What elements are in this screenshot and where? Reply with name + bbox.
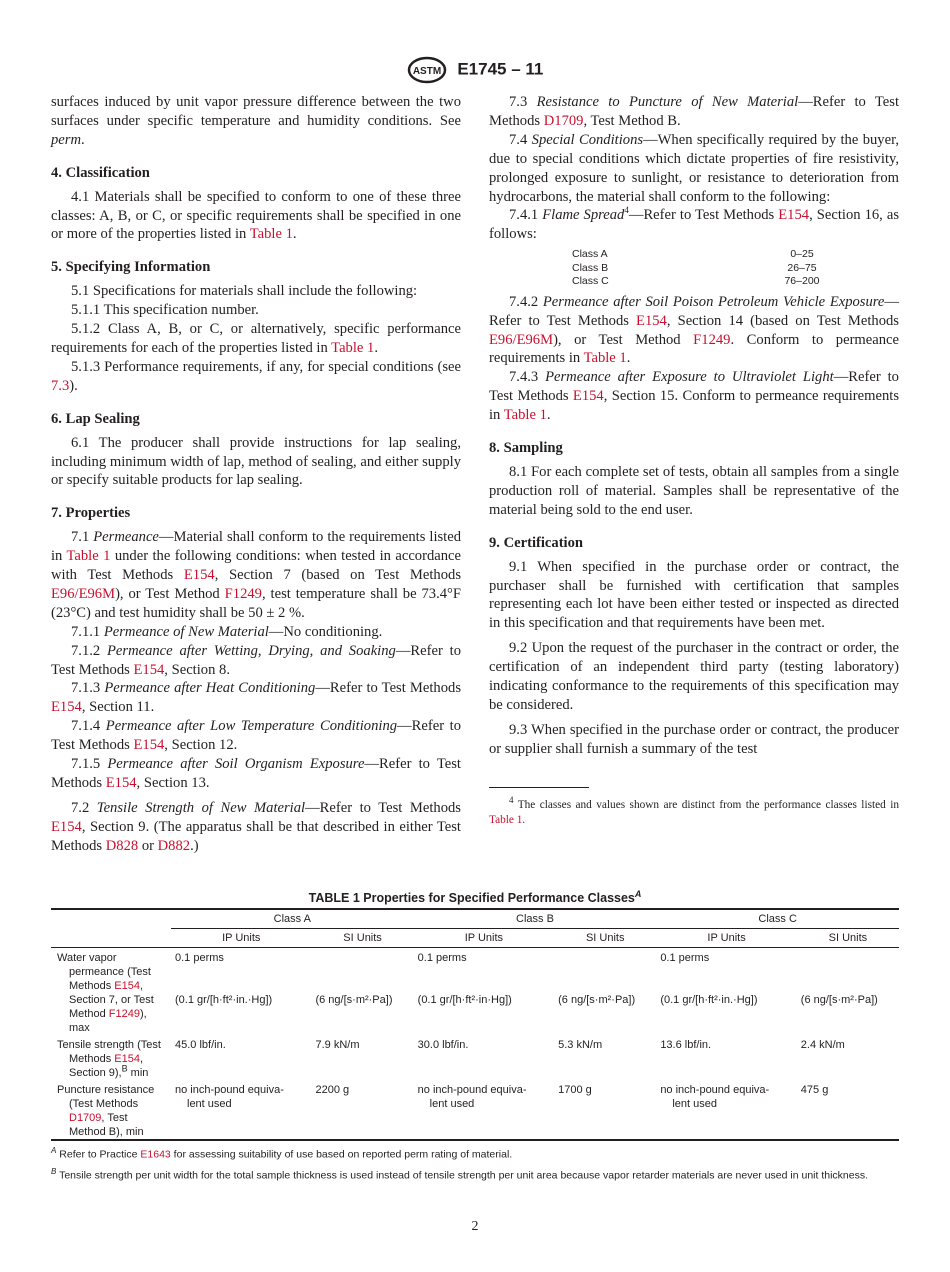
value-line (418, 965, 550, 979)
text-run: . (374, 339, 378, 356)
text-run: for assessing suitability of use based on reported perm rating of material. (170, 1148, 513, 1161)
text-run: , Section 8. (164, 661, 230, 678)
value-line: (0.1 gr/[h·ft²·in·Hg]) (417, 994, 512, 1006)
unit-header: SI Units (554, 929, 656, 948)
text-run: or (138, 837, 158, 854)
text-run: Puncture resistance (Test Methods (57, 1084, 155, 1110)
reference-link[interactable]: Table 1 (503, 407, 547, 424)
astm-logo-icon (407, 56, 447, 84)
flame-spread-row (572, 275, 822, 289)
reference-link[interactable]: E154 (114, 1053, 140, 1065)
text-run: Tensile strength per unit width for the total sample thickness is used instead of tensile strength per unit area because vapor retarder materials are never used in unit thickness. (59, 1169, 869, 1181)
value-cell (656, 1080, 796, 1140)
text-run: —Refer to Test Methods (51, 756, 461, 791)
text-run: , Section 15. Conform to permeance requirements in (489, 388, 900, 424)
paragraph (489, 463, 899, 520)
paragraph (51, 434, 461, 491)
value-line: no inch-pound equiva- (417, 1084, 527, 1096)
superscript: 4 (509, 794, 514, 805)
value-line: no inch-pound equiva- (660, 1084, 770, 1096)
italic-term: Permeance after Heat Conditioning (104, 680, 316, 697)
value-cell (414, 1080, 554, 1140)
reference-link[interactable]: F1249 (108, 1008, 140, 1020)
footnote (489, 794, 899, 828)
footnote-mark: B (51, 1166, 57, 1176)
text-run: Refer to Practice (59, 1148, 141, 1161)
value-cell (311, 948, 413, 1036)
italic-term: Permeance (93, 529, 159, 546)
paragraph (51, 282, 461, 301)
text-run: 5.1 Specifications for materials shall include the following: (71, 283, 418, 300)
unit-header: SI Units (797, 929, 899, 948)
reference-link[interactable]: D1709 (543, 112, 584, 129)
text-run: Tensile strength (Test Methods (57, 1039, 161, 1065)
paragraph (51, 93, 461, 150)
reference-link[interactable]: E154 (114, 980, 140, 992)
value-line: 45.0 lbf/in. (175, 1039, 226, 1051)
value-cell (797, 1035, 899, 1080)
class-b-header: Class B (414, 909, 657, 929)
text-run: —Refer to Test Methods (489, 369, 899, 405)
text-run: , Section 12. (164, 737, 238, 754)
superscript: 4 (624, 205, 629, 216)
reference-link[interactable]: E1643 (140, 1148, 171, 1161)
text-run: , Section 9), (69, 1053, 144, 1079)
flame-spread-row (572, 248, 822, 262)
text-run: , Section 14 (based on Test Methods (666, 312, 899, 329)
value-line (315, 965, 409, 979)
section-heading: 4. Classification (51, 164, 150, 181)
unit-header: IP Units (414, 929, 554, 948)
value-line: (6 ng/[s·m²·Pa]) (558, 994, 636, 1006)
property-cell (51, 1080, 171, 1140)
flame-spread-range: 0–25 (790, 248, 814, 261)
text-run: 8.1 For each complete set of tests, obtain all samples from a single production roll of material. Samples shall be representative of the material being sold to the end user. (489, 464, 899, 518)
text-run: 7.1 (71, 529, 94, 546)
paragraph (489, 131, 899, 207)
text-run: ), or Test Method (115, 585, 225, 602)
text-run: 5.1.3 Performance requirements, if any, for special conditions (see (71, 358, 461, 375)
text-run: —Refer to Test Methods (51, 718, 461, 754)
value-line (418, 979, 550, 993)
value-cell (311, 1080, 413, 1140)
value-line: lent used (672, 1098, 717, 1110)
value-cell (171, 948, 311, 1036)
value-line: 13.6 lbf/in. (660, 1039, 712, 1051)
paragraph (51, 358, 461, 396)
italic-term: Permeance after Wetting, Drying, and Soaking (107, 642, 396, 659)
text-run: —Refer to Test Methods (315, 680, 461, 697)
unit-header: IP Units (171, 929, 311, 948)
text-run: 9.2 Upon the request of the purchaser in the contract or order, the certification of an independent third party (testing laboratory) indicating conformance to the requirements of this specification may be considered. (489, 640, 899, 713)
text-run: —Material shall conform to the requirements listed in (51, 529, 462, 565)
reference-link[interactable]: D882 (157, 837, 191, 854)
italic-term: Permeance after Low Temperature Conditioning (105, 718, 398, 735)
section-heading: 6. Lap Sealing (51, 410, 140, 427)
value-line: 0.1 perms (417, 952, 467, 964)
text-run: min (127, 1067, 149, 1079)
value-cell (797, 1080, 899, 1140)
value-line (315, 951, 409, 965)
reference-link[interactable]: E154 (572, 388, 604, 405)
reference-link[interactable]: F1249 (693, 331, 731, 348)
text-run: .) (190, 837, 199, 854)
text-run: 7.4.3 (509, 369, 546, 386)
text-run: under the following conditions: when tested in accordance with Test Methods (51, 548, 461, 584)
flame-spread-range: 26–75 (787, 261, 817, 274)
paragraph (489, 93, 899, 131)
value-line: (6 ng/[s·m²·Pa]) (315, 994, 393, 1006)
text-run: . (81, 131, 85, 148)
properties-table (51, 888, 899, 1182)
text-run: 7.1.2 (71, 642, 107, 659)
footnote-rule (489, 787, 589, 788)
value-line: 7.9 kN/m (315, 1039, 360, 1051)
paragraph (489, 293, 899, 369)
text-run: . (546, 407, 551, 424)
text-run: 7.4 (509, 131, 532, 148)
value-line: 0.1 perms (175, 952, 224, 964)
text-run: —No conditioning. (268, 623, 383, 640)
text-run: —Refer to Test Methods (305, 799, 461, 816)
value-cell (171, 1080, 311, 1140)
footnote-mark: A (51, 1146, 57, 1155)
text-run: 9.3 When specified in the purchase order or contract, the producer or supplier shall furnish a summary of the test (489, 721, 899, 757)
text-run: , Section 13. (136, 775, 210, 791)
document-designation: E1745 – 11 (457, 59, 544, 79)
right-column (489, 93, 899, 828)
value-line: 30.0 lbf/in. (417, 1039, 469, 1051)
text-run: 7.4.1 (509, 207, 543, 224)
reference-link[interactable]: E154 (51, 818, 82, 835)
property-cell (51, 1035, 171, 1080)
class-a-header: Class A (171, 909, 414, 929)
text-run: The classes and values shown are distinct from the performance classes listed in (513, 798, 899, 811)
value-line: 1700 g (558, 1084, 592, 1096)
reference-link[interactable]: E154 (183, 567, 215, 584)
svg-text:ASTM: ASTM (412, 66, 441, 77)
italic-term: Resistance to Puncture of New Material (536, 94, 799, 110)
flame-spread-row (572, 262, 822, 276)
italic-term: Permeance after Soil Poison Petroleum Vehicle Exposure (542, 293, 885, 310)
value-cell (656, 1035, 796, 1080)
value-cell (414, 948, 554, 1036)
text-run: —Refer to Test Methods (51, 642, 461, 678)
value-line: 0.1 perms (660, 952, 710, 964)
paragraph (51, 717, 461, 755)
value-cell (554, 1080, 656, 1140)
text-run: , Test Method B), min (69, 1112, 144, 1138)
reference-link[interactable]: E96/E96M (489, 331, 554, 348)
paragraph (489, 558, 899, 634)
text-run: ), or Test Method (553, 331, 694, 348)
reference-link[interactable]: Table 1 (583, 350, 627, 367)
value-line (660, 979, 792, 993)
paragraph (51, 301, 461, 320)
text-run: —When specifically required by the buyer, due to special conditions which dictate properties of fire resistivity, prolonged exposure to sunlight, or resistance to deterioration from hydrocarbons, the material shall conform to the following: (489, 131, 900, 205)
reference-link[interactable]: Table 1 (249, 226, 293, 243)
reference-link[interactable]: E96/E96M (51, 585, 116, 602)
text-run: Water vapor permeance (Test Methods (57, 952, 151, 992)
reference-link[interactable]: Table 1 (66, 548, 111, 565)
flame-spread-class: Class A (572, 248, 608, 261)
value-cell (311, 1035, 413, 1080)
text-run: surfaces induced by unit vapor pressure difference between the two surfaces under specific temperature and humidity conditions. See (51, 94, 461, 129)
text-run: 5.1.1 This specification number. (71, 302, 259, 319)
table-row (51, 1080, 899, 1140)
value-line (801, 965, 895, 979)
paragraph (489, 721, 899, 759)
left-column (51, 93, 461, 856)
value-line: (0.1 gr/[h·ft²·in.·Hg]) (175, 994, 273, 1006)
text-run: ), max (69, 1008, 147, 1034)
text-run: —Refer to Test Methods (628, 207, 779, 224)
class-c-header: Class C (656, 909, 899, 929)
flame-spread-table (572, 248, 822, 289)
paragraph (51, 528, 461, 623)
reference-link[interactable]: 7.3 (51, 377, 70, 394)
text-run: , Section 7, or Test Method (69, 980, 154, 1020)
value-line (175, 965, 307, 979)
value-line (315, 979, 409, 993)
reference-link[interactable]: E154 (778, 207, 810, 224)
paragraph (51, 755, 461, 793)
reference-link[interactable]: E154 (133, 661, 165, 678)
table-footnote (51, 1144, 899, 1162)
paragraph (51, 799, 461, 856)
italic-term: Permeance of New Material (103, 623, 269, 640)
italic-term: Special Conditions (531, 131, 644, 148)
text-run: 7.1.5 (71, 756, 108, 773)
paragraph (51, 642, 461, 680)
value-line: 5.3 kN/m (558, 1039, 603, 1051)
superscript: B (121, 1063, 128, 1074)
section-heading: 5. Specifying Information (51, 259, 211, 276)
value-cell (554, 1035, 656, 1080)
text-run: 7.4.2 (509, 293, 543, 310)
paragraph (51, 679, 461, 717)
text-run: 6.1 The producer shall provide instructions for lap sealing, including minimum width of lap, method of sealing, and either supply or specify suitable products for lap sealing. (51, 434, 461, 489)
paragraph (489, 639, 899, 715)
text-run: 7.1.3 (71, 680, 105, 697)
unit-header: IP Units (656, 929, 796, 948)
reference-link[interactable]: E154 (105, 775, 137, 791)
italic-term: Tensile Strength of New Material (96, 799, 306, 816)
flame-spread-class: Class B (572, 261, 609, 274)
text-run: . (626, 350, 631, 367)
text-run: 9.1 When specified in the purchase order or contract, the purchaser shall be furnished with certification that samples representing each lot have been either tested or inspected as directed in this specification and that requirements have been met. (489, 558, 899, 632)
value-cell (171, 1035, 311, 1080)
property-cell (51, 948, 171, 1036)
value-cell (656, 948, 796, 1036)
text-run: . (292, 226, 297, 243)
value-line (558, 979, 652, 993)
reference-link[interactable]: E154 (51, 699, 82, 716)
unit-header: SI Units (311, 929, 413, 948)
paragraph (51, 320, 461, 358)
section-heading: 9. Certification (489, 534, 584, 551)
text-run: , Section 7 (based on Test Methods (214, 567, 462, 584)
paragraph (51, 188, 461, 245)
text-run: 4.1 Materials shall be specified to conform to one of these three classes: A, B, or C, or specific requirements shall be specified in one or more of the properties listed in (51, 188, 461, 243)
value-line (175, 979, 307, 993)
value-line (801, 951, 895, 965)
italic-term: Permeance after Exposure to Ultraviolet Light (545, 369, 834, 386)
page-number: 2 (471, 1219, 479, 1234)
value-line: lent used (429, 1098, 475, 1110)
text-run: ). (69, 377, 78, 394)
value-line: lent used (187, 1098, 232, 1110)
text-run: —Refer to Test Methods (489, 94, 900, 129)
paragraph (51, 623, 461, 642)
value-cell (554, 948, 656, 1036)
text-run: , Section 9. (The apparatus shall be that described in either Test Methods (51, 818, 461, 854)
section-heading: 8. Sampling (489, 440, 563, 457)
text-run: 5.1.2 Class A, B, or C, or alternatively, specific performance requirements for each of the properties listed in (51, 321, 461, 356)
value-cell (414, 1035, 554, 1080)
table-row (51, 1035, 899, 1080)
reference-link[interactable]: E154 (133, 737, 165, 754)
text-run: , Section 16, as follows: (489, 207, 899, 243)
value-line: no inch-pound equiva- (175, 1084, 284, 1096)
text-run: 7.1.4 (71, 718, 106, 735)
reference-link[interactable]: Table 1 (331, 339, 375, 356)
text-run: 7.3 (509, 94, 537, 110)
value-line (660, 965, 792, 979)
reference-link[interactable]: D828 (105, 837, 139, 854)
text-run: 7.2 (71, 799, 97, 816)
text-run: , Test Method B. (583, 112, 681, 129)
value-line (558, 965, 652, 979)
table-row (51, 948, 899, 1036)
paragraph (489, 206, 899, 244)
flame-spread-range: 76–200 (784, 275, 820, 288)
table-footnote (51, 1165, 899, 1183)
text-run: . (522, 813, 526, 826)
value-cell (797, 948, 899, 1036)
value-line: (0.1 gr/[h·ft²·in.·Hg]) (660, 994, 758, 1006)
section-heading: 7. Properties (51, 505, 131, 522)
reference-link[interactable]: D1709 (69, 1112, 102, 1124)
text-run: , test temperature shall be 73.4°F (23°C) and test humidity shall be 50 ± 2 %. (51, 585, 461, 621)
value-line: 2.4 kN/m (800, 1039, 845, 1051)
paragraph (489, 368, 899, 425)
italic-term: Permeance after Soil Organism Exposure (107, 756, 365, 773)
text-run: 7.1.1 (71, 623, 104, 640)
italic-term: Flame Spread (542, 207, 625, 224)
value-line (801, 979, 895, 993)
value-line: 2200 g (315, 1084, 350, 1096)
italic-term: perm (51, 131, 81, 148)
value-line (558, 951, 652, 965)
reference-link[interactable]: F1249 (224, 585, 262, 602)
reference-link[interactable]: E154 (636, 312, 667, 329)
value-line: (6 ng/[s·m²·Pa]) (800, 994, 878, 1006)
text-run: —Refer to Test Methods (489, 293, 899, 329)
reference-link[interactable]: Table 1 (489, 813, 523, 826)
flame-spread-class: Class C (572, 275, 609, 288)
text-run: . Conform to permeance requirements in (489, 331, 899, 367)
text-run: , Section 11. (81, 699, 155, 716)
page-header (0, 56, 950, 84)
value-line: 475 g (800, 1084, 829, 1096)
table-title: TABLE 1 Properties for Specified Performance Classes$^A$ (308, 888, 642, 905)
